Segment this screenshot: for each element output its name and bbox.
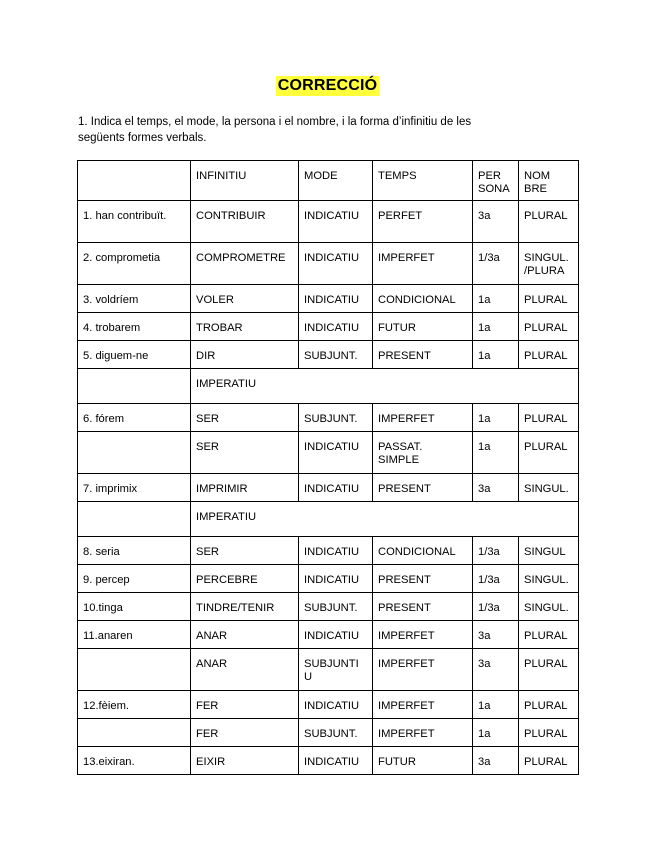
mode-cell: INDICATIU: [299, 313, 373, 341]
infinitiu-cell: TINDRE/TENIR: [191, 593, 299, 621]
verb-cell: [78, 502, 191, 537]
verb-cell: 1. han contribuït.: [78, 201, 191, 243]
mode-cell: [299, 649, 373, 691]
infinitiu-cell: EIXIR: [191, 747, 299, 775]
table-row: [78, 621, 579, 649]
header-persona-line2: SONA: [478, 183, 510, 195]
verb-cell: 12.fèiem.: [78, 691, 191, 719]
persona-cell: 1/3a: [473, 593, 519, 621]
temps-cell: IMPERFET: [373, 621, 473, 649]
table-row: [78, 593, 579, 621]
verb-cell: 10.tinga: [78, 593, 191, 621]
mode-cell-line2: U: [304, 671, 313, 683]
header-cell-nombre: [519, 161, 579, 201]
mode-cell: SUBJUNT.: [299, 404, 373, 432]
infinitiu-cell: SER: [191, 537, 299, 565]
verb-cell: 3. voldríem: [78, 285, 191, 313]
mode-cell: INDICATIU: [299, 621, 373, 649]
temps-cell: PRESENT: [373, 565, 473, 593]
infinitiu-cell: SER: [191, 404, 299, 432]
mode-cell: INDICATIU: [299, 285, 373, 313]
table-row: [78, 747, 579, 775]
temps-cell: PRESENT: [373, 593, 473, 621]
persona-cell: 1a: [473, 691, 519, 719]
verb-table-body: [78, 161, 579, 775]
infinitiu-cell: FER: [191, 691, 299, 719]
temps-cell: FUTUR: [373, 747, 473, 775]
persona-cell: 1/3a: [473, 243, 519, 285]
nombre-cell: PLURAL: [519, 201, 579, 243]
temps-cell: PRESENT: [373, 341, 473, 369]
table-row: [78, 719, 579, 747]
span-cell: IMPERATIU: [191, 502, 579, 537]
table-row: [78, 691, 579, 719]
header-cell-persona: [473, 161, 519, 201]
infinitiu-cell: ANAR: [191, 621, 299, 649]
mode-cell: INDICATIU: [299, 565, 373, 593]
nombre-cell: PLURAL: [519, 432, 579, 474]
table-row: [78, 201, 579, 243]
mode-cell: SUBJUNT.: [299, 341, 373, 369]
verb-cell: 9. percep: [78, 565, 191, 593]
nombre-cell: [519, 243, 579, 285]
persona-cell: 1a: [473, 285, 519, 313]
nombre-cell: PLURAL: [519, 691, 579, 719]
temps-cell: IMPERFET: [373, 649, 473, 691]
page-title: CORRECCIÓ: [277, 77, 378, 94]
verb-cell: 11.anaren: [78, 621, 191, 649]
table-row: [78, 565, 579, 593]
infinitiu-cell: FER: [191, 719, 299, 747]
temps-cell-line1: PASSAT.: [378, 441, 423, 453]
mode-cell: INDICATIU: [299, 201, 373, 243]
mode-cell: INDICATIU: [299, 537, 373, 565]
infinitiu-cell: DIR: [191, 341, 299, 369]
temps-cell: IMPERFET: [373, 719, 473, 747]
infinitiu-cell: TROBAR: [191, 313, 299, 341]
header-cell-mode: MODE: [299, 161, 373, 201]
span-cell: IMPERATIU: [191, 369, 579, 404]
table-row: [78, 474, 579, 502]
persona-cell: 3a: [473, 474, 519, 502]
nombre-cell: SINGUL: [519, 537, 579, 565]
persona-cell: 1/3a: [473, 537, 519, 565]
temps-cell: CONDICIONAL: [373, 537, 473, 565]
header-row: [78, 161, 579, 201]
header-cell-infinitiu: INFINITIU: [191, 161, 299, 201]
mode-cell: INDICATIU: [299, 474, 373, 502]
temps-cell: CONDICIONAL: [373, 285, 473, 313]
infinitiu-cell: SER: [191, 432, 299, 474]
title-container: [0, 76, 655, 96]
instruction-text: [78, 114, 518, 146]
verb-cell: [78, 649, 191, 691]
temps-cell-line2: SIMPLE: [378, 454, 420, 466]
infinitiu-cell: ANAR: [191, 649, 299, 691]
mode-cell-line1: SUBJUNTI: [304, 658, 359, 670]
mode-cell: INDICATIU: [299, 432, 373, 474]
infinitiu-cell: COMPROMETRE: [191, 243, 299, 285]
nombre-cell: PLURAL: [519, 719, 579, 747]
mode-cell: INDICATIU: [299, 691, 373, 719]
nombre-cell: SINGUL.: [519, 593, 579, 621]
infinitiu-cell: IMPRIMIR: [191, 474, 299, 502]
verb-table: [77, 160, 579, 775]
nombre-cell: PLURAL: [519, 747, 579, 775]
nombre-cell: PLURAL: [519, 621, 579, 649]
table-row: [78, 404, 579, 432]
verb-cell: [78, 719, 191, 747]
persona-cell: 1a: [473, 719, 519, 747]
verb-cell: 4. trobarem: [78, 313, 191, 341]
temps-cell: PRESENT: [373, 474, 473, 502]
verb-cell: 13.eixiran.: [78, 747, 191, 775]
header-nombre-line1: NOM: [524, 170, 551, 182]
table-row: [78, 285, 579, 313]
nombre-cell: SINGUL.: [519, 474, 579, 502]
verb-cell: 7. imprimix: [78, 474, 191, 502]
header-cell-temps: TEMPS: [373, 161, 473, 201]
temps-cell: [373, 432, 473, 474]
nombre-cell: PLURAL: [519, 285, 579, 313]
infinitiu-cell: VOLER: [191, 285, 299, 313]
nombre-cell-line1: SINGUL.: [524, 252, 569, 264]
persona-cell: 1a: [473, 313, 519, 341]
persona-cell: 1a: [473, 404, 519, 432]
header-nombre-line2: BRE: [524, 183, 548, 195]
table-row: [78, 649, 579, 691]
persona-cell: 3a: [473, 649, 519, 691]
temps-cell: IMPERFET: [373, 691, 473, 719]
temps-cell: FUTUR: [373, 313, 473, 341]
temps-cell: PERFET: [373, 201, 473, 243]
table-row: [78, 537, 579, 565]
persona-cell: 1/3a: [473, 565, 519, 593]
table-row: [78, 313, 579, 341]
persona-cell: 3a: [473, 747, 519, 775]
mode-cell: INDICATIU: [299, 243, 373, 285]
table-row: [78, 502, 579, 537]
nombre-cell: SINGUL.: [519, 565, 579, 593]
table-row: [78, 341, 579, 369]
infinitiu-cell: CONTRIBUIR: [191, 201, 299, 243]
nombre-cell: PLURAL: [519, 341, 579, 369]
nombre-cell-line2: /PLURA: [524, 265, 565, 277]
nombre-cell: PLURAL: [519, 649, 579, 691]
temps-cell: IMPERFET: [373, 243, 473, 285]
persona-cell: 1a: [473, 432, 519, 474]
infinitiu-cell: PERCEBRE: [191, 565, 299, 593]
header-persona-line1: PER: [478, 170, 502, 182]
verb-cell: [78, 432, 191, 474]
table-row: [78, 432, 579, 474]
header-cell-empty: [78, 161, 191, 201]
table-row: [78, 243, 579, 285]
table-row: [78, 369, 579, 404]
instruction-line: següents formes verbals.: [78, 132, 207, 144]
verb-cell: 6. fórem: [78, 404, 191, 432]
verb-cell: [78, 369, 191, 404]
mode-cell: INDICATIU: [299, 747, 373, 775]
instruction-line: 1. Indica el temps, el mode, la persona i el nombre, i la forma d’infinitiu de les: [78, 116, 472, 128]
nombre-cell: PLURAL: [519, 404, 579, 432]
mode-cell: SUBJUNT.: [299, 593, 373, 621]
verb-cell: 5. diguem-ne: [78, 341, 191, 369]
temps-cell: IMPERFET: [373, 404, 473, 432]
nombre-cell: PLURAL: [519, 313, 579, 341]
mode-cell: SUBJUNT.: [299, 719, 373, 747]
persona-cell: 3a: [473, 201, 519, 243]
verb-cell: 2. comprometia: [78, 243, 191, 285]
persona-cell: 1a: [473, 341, 519, 369]
persona-cell: 3a: [473, 621, 519, 649]
verb-cell: 8. seria: [78, 537, 191, 565]
